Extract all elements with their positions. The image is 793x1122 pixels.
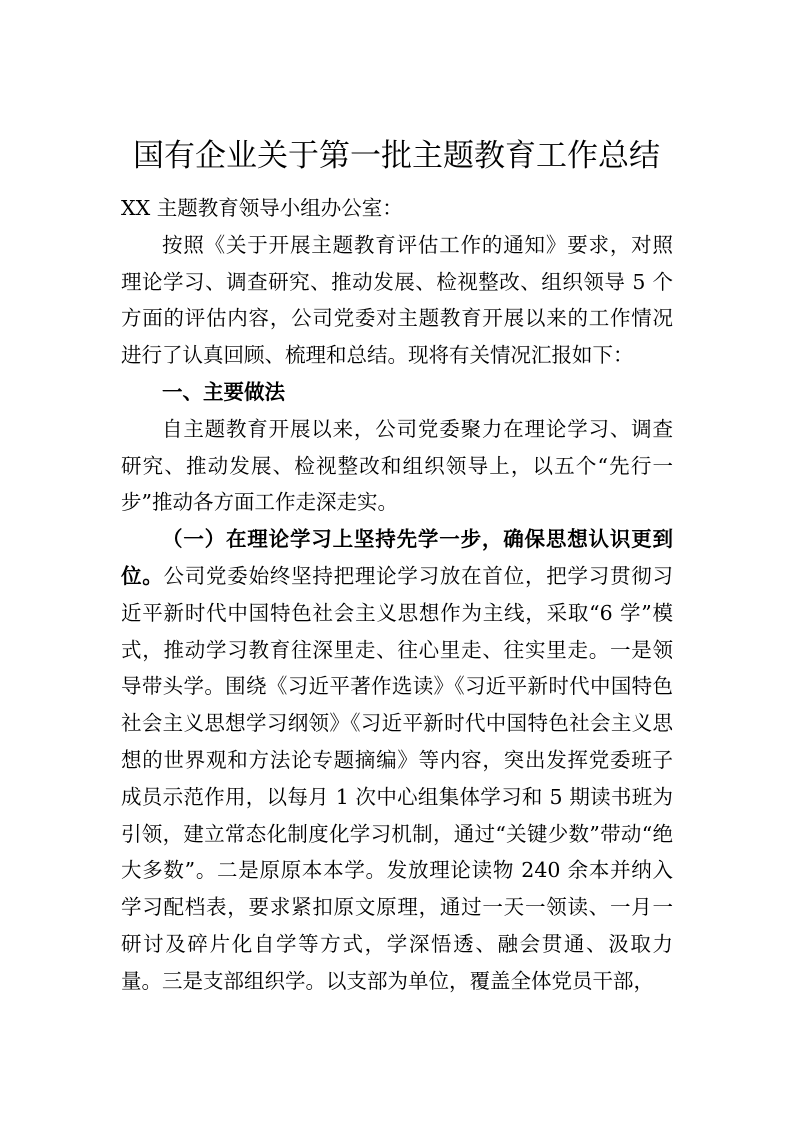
subsection-body: 公司党委始终坚持把理论学习放在首位，把学习贯彻习近平新时代中国特色社会主义思想作为主线，采取“6 学”模式，推动学习教育往深里走、往心里走、往实里走。一是领导带头学。围绕《习近平著作选读》《习近平新时代中国特色社会主义思想学习纲领》《习近平新时代中国特色社会主义思想的世界观和方法论专题摘编》等内容，突出发挥党委班子成员示范作用，以每月 1 次中心组集体学习和 5 期读书班为引领，建立常态化制度化学习机制，通过“关键少数”带动“绝大多数”。二是原原本本学。发放理论读物 240 余本并纳入学习配档表，要求紧扣原文原理，通过一天一领读、一月一研讨及碎片化自学等方式，学深悟透、融会贯通、汲取力量。三是支部组织学。以支部为单位，覆盖全体党员干部，	[121, 563, 674, 993]
subsection-paragraph	[121, 521, 673, 999]
subsection-lead: （一）在理论学习上坚持先学一步，确保思想认识更到位。	[121, 527, 673, 588]
salutation: XX 主题教育领导小组办公室：	[121, 196, 403, 220]
section-intro-paragraph: 自主题教育开展以来，公司党委聚力在理论学习、调查研究、推动发展、检视整改和组织领导上，以五个“先行一步”推动各方面工作走深走实。	[121, 416, 673, 515]
intro-paragraph: 按照《关于开展主题教育评估工作的通知》要求，对照理论学习、调查研究、推动发展、检视整改、组织领导 5 个方面的评估内容，公司党委对主题教育开展以来的工作情况进行了认真回顾、梳理和总结。现将有关情况汇报如下：	[121, 232, 673, 368]
section-heading: 一、主要做法	[162, 379, 285, 404]
document-title: 国有企业关于第一批主题教育工作总结	[133, 138, 660, 174]
document-body	[121, 190, 673, 1000]
